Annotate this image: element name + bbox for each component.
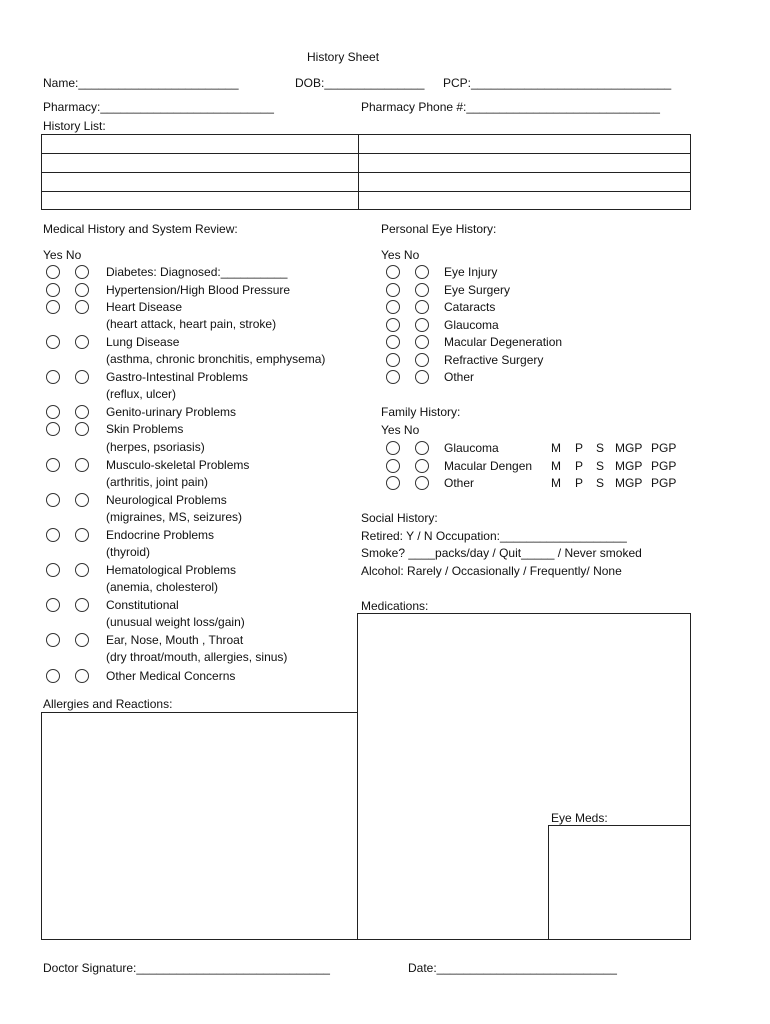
no-radio[interactable] — [75, 300, 89, 314]
dob-field[interactable]: DOB:_______________ — [295, 76, 425, 90]
yes-radio[interactable] — [46, 370, 60, 384]
no-radio[interactable] — [415, 476, 429, 490]
yes-radio[interactable] — [46, 283, 60, 297]
family-yes-no-header: Yes No — [381, 423, 420, 437]
eye-item-label: Macular Degeneration — [444, 335, 563, 349]
no-radio[interactable] — [75, 598, 89, 612]
medical-item-label: (arthritis, joint pain) — [106, 475, 209, 489]
yes-radio[interactable] — [46, 335, 60, 349]
yes-radio[interactable] — [46, 405, 60, 419]
relative-option[interactable]: S — [596, 476, 605, 490]
yes-radio[interactable] — [46, 633, 60, 647]
yes-radio[interactable] — [46, 422, 60, 436]
yes-radio[interactable] — [46, 458, 60, 472]
social-history-heading: Social History: — [361, 511, 438, 525]
family-history-heading: Family History: — [381, 405, 461, 419]
yes-radio[interactable] — [46, 598, 60, 612]
allergies-label: Allergies and Reactions: — [43, 697, 173, 711]
smoke-field[interactable]: Smoke? ____packs/day / Quit_____ / Never smoked — [361, 546, 642, 560]
table-row-divider — [42, 153, 690, 154]
relative-option[interactable]: M — [551, 458, 561, 473]
yes-radio[interactable] — [386, 300, 400, 314]
no-radio[interactable] — [415, 441, 429, 455]
medical-item-label: Endocrine Problems — [106, 528, 215, 542]
medical-item-label: Gastro-Intestinal Problems — [106, 370, 249, 384]
eye-item-label: Cataracts — [444, 300, 496, 314]
eye-item-label: Eye Surgery — [444, 282, 511, 297]
eye-item-label: Glaucoma — [444, 317, 499, 332]
no-radio[interactable] — [75, 563, 89, 577]
relative-option[interactable]: P — [575, 476, 584, 490]
retired-occupation-field[interactable]: Retired: Y / N Occupation:___________________ — [361, 529, 627, 543]
medical-item-label: Genito-urinary Problems — [106, 405, 237, 419]
eye-history-heading: Personal Eye History: — [381, 222, 497, 236]
medical-item-label: (dry throat/mouth, allergies, sinus) — [106, 650, 288, 664]
medical-item-label: Musculo-skeletal Problems — [106, 458, 250, 472]
doctor-signature-field[interactable]: Doctor Signature:_____________________________ — [43, 961, 330, 975]
eye-yes-no-header: Yes No — [381, 248, 420, 262]
yes-radio[interactable] — [386, 441, 400, 455]
medical-item-label: Diabetes: Diagnosed:__________ — [106, 265, 288, 279]
medical-item-label: Constitutional — [106, 598, 179, 612]
yes-radio[interactable] — [46, 528, 60, 542]
alcohol-field[interactable]: Alcohol: Rarely / Occasionally / Frequently/ None — [361, 564, 622, 578]
no-radio[interactable] — [415, 265, 429, 279]
no-radio[interactable] — [415, 283, 429, 297]
no-radio[interactable] — [415, 318, 429, 332]
eye-meds-label: Eye Meds: — [551, 811, 608, 825]
no-radio[interactable] — [75, 265, 89, 279]
medical-item-label: (anemia, cholesterol) — [106, 580, 219, 594]
no-radio[interactable] — [75, 370, 89, 384]
eye-meds-box[interactable] — [548, 825, 691, 940]
medical-item-label: Ear, Nose, Mouth , Throat — [106, 633, 244, 647]
no-radio[interactable] — [415, 353, 429, 367]
no-radio[interactable] — [415, 370, 429, 384]
medical-item-label: (heart attack, heart pain, stroke) — [106, 317, 277, 331]
medical-item-label: Neurological Problems — [106, 493, 227, 507]
page-title: History Sheet — [307, 50, 380, 64]
medical-yes-no-header: Yes No — [43, 248, 82, 262]
allergies-box[interactable] — [41, 712, 358, 940]
no-radio[interactable] — [75, 422, 89, 436]
medical-item-label: Hematological Problems — [106, 563, 237, 577]
medical-item-label: Heart Disease — [106, 300, 183, 314]
name-field[interactable]: Name:________________________ — [43, 76, 239, 90]
pcp-field[interactable]: PCP:______________________________ — [443, 76, 672, 90]
yes-radio[interactable] — [46, 265, 60, 279]
yes-radio[interactable] — [386, 476, 400, 490]
no-radio[interactable] — [75, 283, 89, 297]
no-radio[interactable] — [415, 300, 429, 314]
medical-item-label: (migraines, MS, seizures) — [106, 510, 243, 524]
yes-radio[interactable] — [386, 265, 400, 279]
no-radio[interactable] — [75, 528, 89, 542]
yes-radio[interactable] — [386, 318, 400, 332]
medical-item-label: Hypertension/High Blood Pressure — [106, 283, 291, 297]
relative-option[interactable]: PGP — [651, 458, 677, 473]
history-list-label: History List: — [43, 119, 106, 133]
medical-item-label: Skin Problems — [106, 422, 184, 436]
pharmacy-field[interactable]: Pharmacy:__________________________ — [43, 100, 274, 114]
family-item-label: Other — [444, 476, 475, 490]
yes-radio[interactable] — [386, 353, 400, 367]
yes-radio[interactable] — [46, 493, 60, 507]
eye-item-label: Refractive Surgery — [444, 352, 544, 367]
medical-item-label: (reflux, ulcer) — [106, 387, 177, 401]
relative-option[interactable]: PGP — [651, 441, 677, 455]
no-radio[interactable] — [75, 458, 89, 472]
family-item-label: Glaucoma — [444, 441, 499, 455]
relative-option[interactable]: MGP — [615, 476, 643, 490]
relative-option[interactable]: MGP — [615, 441, 643, 455]
no-radio[interactable] — [415, 459, 429, 473]
yes-radio[interactable] — [46, 563, 60, 577]
no-radio[interactable] — [75, 493, 89, 507]
no-radio[interactable] — [415, 335, 429, 349]
medical-item-label: Lung Disease — [106, 335, 180, 349]
medical-item-label: (herpes, psoriasis) — [106, 440, 205, 454]
eye-item-label: Other — [444, 370, 475, 384]
table-column-divider — [358, 135, 359, 209]
medical-item-label: (unusual weight loss/gain) — [106, 615, 245, 629]
yes-radio[interactable] — [386, 283, 400, 297]
no-radio[interactable] — [75, 335, 89, 349]
medical-item-label: Other Medical Concerns — [106, 669, 236, 683]
yes-radio[interactable] — [46, 669, 60, 683]
relative-option[interactable]: PGP — [651, 476, 677, 490]
medical-history-heading: Medical History and System Review: — [43, 222, 238, 236]
relative-option[interactable]: S — [596, 441, 605, 455]
relative-option[interactable]: M — [551, 441, 561, 455]
yes-radio[interactable] — [386, 459, 400, 473]
relative-option[interactable]: P — [575, 458, 584, 473]
medical-item-label: (thyroid) — [106, 545, 151, 559]
relative-option[interactable]: M — [551, 476, 561, 490]
table-row-divider — [42, 172, 690, 173]
relative-option[interactable]: S — [596, 458, 605, 473]
table-row-divider — [42, 191, 690, 192]
no-radio[interactable] — [75, 405, 89, 419]
pharmacy-phone-field[interactable]: Pharmacy Phone #:_____________________________ — [361, 100, 660, 114]
no-radio[interactable] — [75, 633, 89, 647]
yes-radio[interactable] — [46, 300, 60, 314]
family-item-label: Macular Dengen — [444, 458, 533, 473]
relative-option[interactable]: MGP — [615, 458, 643, 473]
eye-item-label: Eye Injury — [444, 265, 498, 279]
no-radio[interactable] — [75, 669, 89, 683]
relative-option[interactable]: P — [575, 441, 584, 455]
medications-label: Medications: — [361, 599, 429, 613]
date-field[interactable]: Date:___________________________ — [408, 961, 617, 975]
history-list-table — [41, 134, 691, 210]
yes-radio[interactable] — [386, 335, 400, 349]
medical-item-label: (asthma, chronic bronchitis, emphysema) — [106, 352, 326, 366]
yes-radio[interactable] — [386, 370, 400, 384]
